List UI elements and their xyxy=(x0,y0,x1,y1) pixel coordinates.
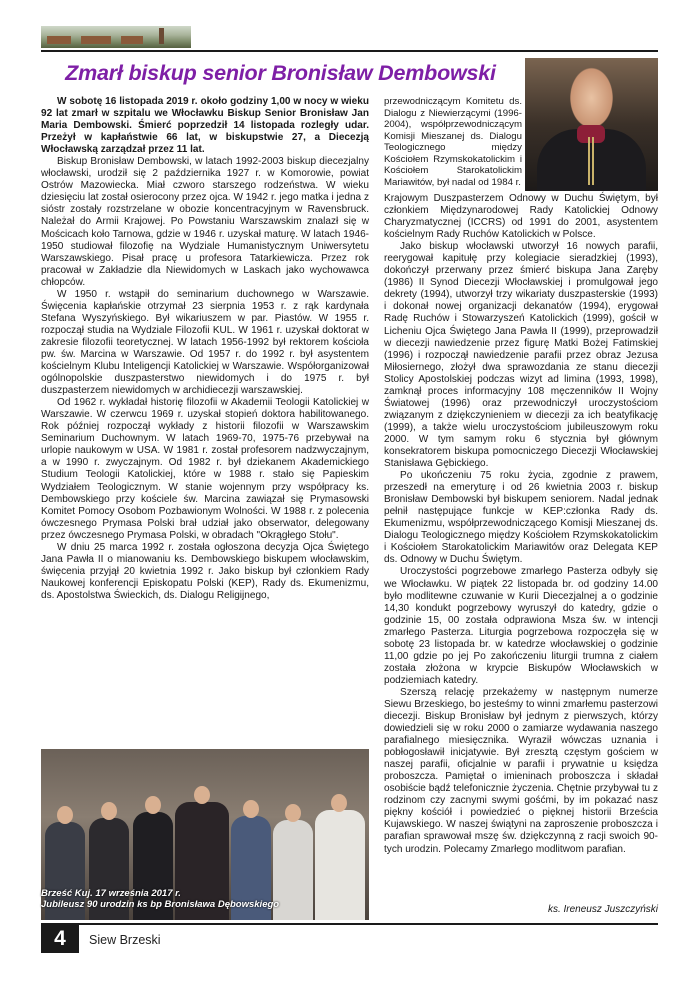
article-paragraph: W dniu 25 marca 1992 r. została ogłoszona decyzja Ojca Świętego Jana Pawła II o mianowaniu ks. Dembowskiego biskupem włocławskim, święcenia przyjął 20 kwietnia 1992 r. Jako biskup był członkiem Rady Naukowej konferencji Episkopatu Polski (KEP), Rady ds. Ekumenizmu, ds. Apostolstwa Świeckich, ds. Dialogu Religijnego, xyxy=(41,541,369,601)
article-paragraph: Po ukończeniu 75 roku życia, zgodnie z prawem, przeszedł na emeryturę i od 26 kwietnia 2003 r. biskup Bronisław Dembowski był biskupem seniorem. Nadal jednak pełnił następujące funkcje w KEP:członka Rady ds. Ekumenizmu, współprzewodniczącego Komisji Mieszanej ds. Dialogu Teologicznego między Kościołem Rzymskokatolickim i Kościołem Starokatolickim Mariawitów oraz Delegata KEP ds. Odnowy w Duchu Świętym. xyxy=(384,470,658,566)
author-signature: ks. Ireneusz Juszczyński xyxy=(547,904,658,915)
article-lead: W sobotę 16 listopada 2019 r. około godziny 1,00 w nocy w wieku 92 lat zmarł w szpitalu we Włocławku Biskup Senior Bronisław Jan Maria Dembowski. Śmierć poprzedził 14 listopada rozległy udar. Przeżył w kapłaństwie 66 lat, w biskupstwie 27, a Diecezją Włocławską zarządzał przez 11 lat. xyxy=(41,96,369,156)
article-paragraph: Od 1962 r. wykładał historię filozofii w Akademii Teologii Katolickiej w Warszawie. W czerwcu 1969 r. uzyskał stopień doktora habilitowanego. Rok później rozpoczął wykłady z historii filozofii w Warszawskim Seminarium Duchownym. W latach 1969-70, 1975-76 przebywał na urlopie naukowym w USA. W 1981 r. został profesorem nadzwyczajnym, a w 1990 r. zwyczajnym. Od 1982 r. był dziekanem Akademickiego Studium Teologii Katolickiej, które w 1988 r. stało się Papieskim Wydziałem Teologicznym. W stanie wojennym przy współpracy ks. Dembowskiego przy kościele św. Marcina zawiązał się Prymasowski Komitet Pomocy Osobom Pozbawionym Wolności. W 1988 r. z polecenia ówczesnego Prymasa Polski brał udział jako obserwator, delegowany przez ówczesnego Prymasa Polski, w obradach "Okrągłego Stołu". xyxy=(41,397,369,541)
article-paragraph: Krajowym Duszpasterzem Odnowy w Duchu Świętym, był członkiem Międzynarodowej Rady Katolickiej Odnowy Charyzmatycznej (ICCRS) od 1991 do 2001, asystentem kościelnym Rady Ruchów Katolickich w Polsce. xyxy=(384,193,658,241)
article-paragraph: W 1950 r. wstąpił do seminarium duchownego w Warszawie. Święcenia kapłańskie otrzymał 23 sierpnia 1953 r. z rąk kardynała Stefana Wyszyńskiego. Był wikariuszem w par. Piastów. W 1955 r. rozpoczął studia na Wydziale Filozofii KUL. W 1961 r. uzyskał doktorat w zakresie filozofii teoretycznej. W latach 1956-1992 był rektorem kościoła pw. św. Marcina w Warszawie. Od 1957 r. do 1992 r. był asystentem kościelnym Klubu Inteligencji Katolickiej w Warszawie. Współorganizował ogólnopolskie duszpasterstwo niewidomych i do 1975 r. był duszpasterzem niewidomych w archidiecezji warszawskiej. xyxy=(41,288,369,397)
article-paragraph: przewodniczącym Komitetu ds. Dialogu z Niewierzącymi (1996-2004), współprzewodniczącym Komisji Mieszanej ds. Dialogu Teologicznego między Kościołem Rzymskokatolickim i Kościołem Starokatolickim Mariawitów, był nadal od 1984 r. xyxy=(384,96,522,189)
footer-rule xyxy=(41,923,658,925)
header-photo-strip xyxy=(41,26,191,48)
article-column-right xyxy=(384,193,658,856)
article-title: Zmarł biskup senior Bronisław Dembowski xyxy=(65,61,496,85)
page-number: 4 xyxy=(41,924,79,953)
photo-caption xyxy=(41,888,331,910)
article-column-right-narrow xyxy=(384,96,522,189)
article-paragraph: Jako biskup włocławski utworzył 16 nowych parafii, reerygował kapitułę przy kolegiacie sieradzkiej (1993), dokończył przerwany przez śmierć biskupa Jana Zaręby (1986) II Synod Diecezji Włocławskiej i promulgował jego dekrety (1994), utworzył trzy wikariaty duszpasterskie (1993) i dokonał nowej organizacji dekanatów (1994), erygował Radę Ruchów i Stowarzyszeń Katolickich (1999), gościł w Licheniu Ojca Świętego Jana Pawła II (1999), przeprowadził w diecezji nawiedzenie przez figurę Matki Bożej Fatimskiej (1996) i rozpoczął nawiedzenie parafii przez obraz Jezusa Miłosiernego, złożył dwa sprawozdania ze stanu diecezji Stolicy Apostolskiej podczas wizyt ad limina (1993, 1998), zamknął proces informacyjny 108 męczenników II Wojny Światowej (1996) oraz przewodniczył uroczystościom związanym z dziękczynieniem w diecezji za ich beatyfikację (1999), a także wielu uroczystościom jubileuszowym roku 2000. W tym samym roku 6 stycznia był głównym konsekratorem biskupa pomocniczego Diecezji Włocławskiej Stanisława Gębickiego. xyxy=(384,241,658,470)
header-rule xyxy=(41,50,658,52)
bishop-portrait-photo xyxy=(525,58,658,191)
photo-caption-line: Brześć Kuj. 17 września 2017 r. xyxy=(41,888,181,899)
photo-caption-line: Jubileusz 90 urodzin ks bp Bronisława Dębowskiego xyxy=(41,899,280,910)
magazine-name: Siew Brzeski xyxy=(89,933,161,947)
article-paragraph: Biskup Bronisław Dembowski, w latach 1992-2003 biskup diecezjalny włocławski, urodził się 2 października 1927 r. w Komorowie, powiat Ostrów Mazowiecka. Miał czworo starszego rodzeństwa. W wieku dziesięciu lat został osierocony przez ojca. W 1942 r. jego matka i jedna z sióstr zostały rozstrzelane w obozie koncentracyjnym w Ravensbruck. Należał do Armii Krajowej. Po Powstaniu Warszawskim znalazł się w Mościcach koło Tarnowa, gdzie w 1946 r. uzyskał maturę. W latach 1946-1950 studiował filozofię na Wydziale Humanistycznym Uniwersytetu Warszawskiego. Pisał pracę u profesora Tatarkiewicza. Przez rok pracował w Zakładzie dla Niewidomych w Laskach jako wychowawca chłopców. xyxy=(41,156,369,288)
article-paragraph: Szerszą relację przekażemy w następnym numerze Siewu Brzeskiego, bo jesteśmy to winni zmarłemu pasterzowi diecezji. Biskup Bronisław był jednym z pierwszych, którzy dowiedzieli się w roku 2000 o zamiarze wydawania naszego parafialnego miesięcznika. Wyraził wówczas uznania i pobłogosławił inicjatywie. Był zresztą częstym gościem w naszej parafii, oficjalnie w parafii i prywatnie u księdza proboszcza. Pamiętał o imieninach proboszcza i składał osobiście bądź telefonicznie życzenia. Chętnie przybywał tu z rodzinom czy zacnymi swymi gośćmi, by im pokazać nasz piękny kościół i powiedzieć o pięknej historii Brześcia Kujawskiego. W naszej świątyni na zaproszenie proboszcza i parafian sprawował mszę św. dziękczynną z racji swoich 90-tych urodzin. Polecamy Zmarłego modlitwom parafian. xyxy=(384,686,658,855)
article-paragraph: Uroczystości pogrzebowe zmarłego Pasterza odbyły się we Włocławku. W piątek 22 listopada br. od godziny 14.00 było modlitewne czuwanie w Kurii Diecezjalnej a o godzinie 14,30 kondukt pogrzebowy wyruszył do katedry, gdzie o godzinie 15, 00 została odprawiona Msza św. w intencji zmarłego Pasterza. Liturgia pogrzebowa rozpoczęła się w sobotę 23 listopada br. w katedrze włocławskiej o godzinie 11,00 gdzie po jej Po zakończeniu liturgii trumna z ciałem została złożona w krypcie Biskupów Włocławskich w podziemiach katedry. xyxy=(384,566,658,686)
article-column-left xyxy=(41,96,369,602)
